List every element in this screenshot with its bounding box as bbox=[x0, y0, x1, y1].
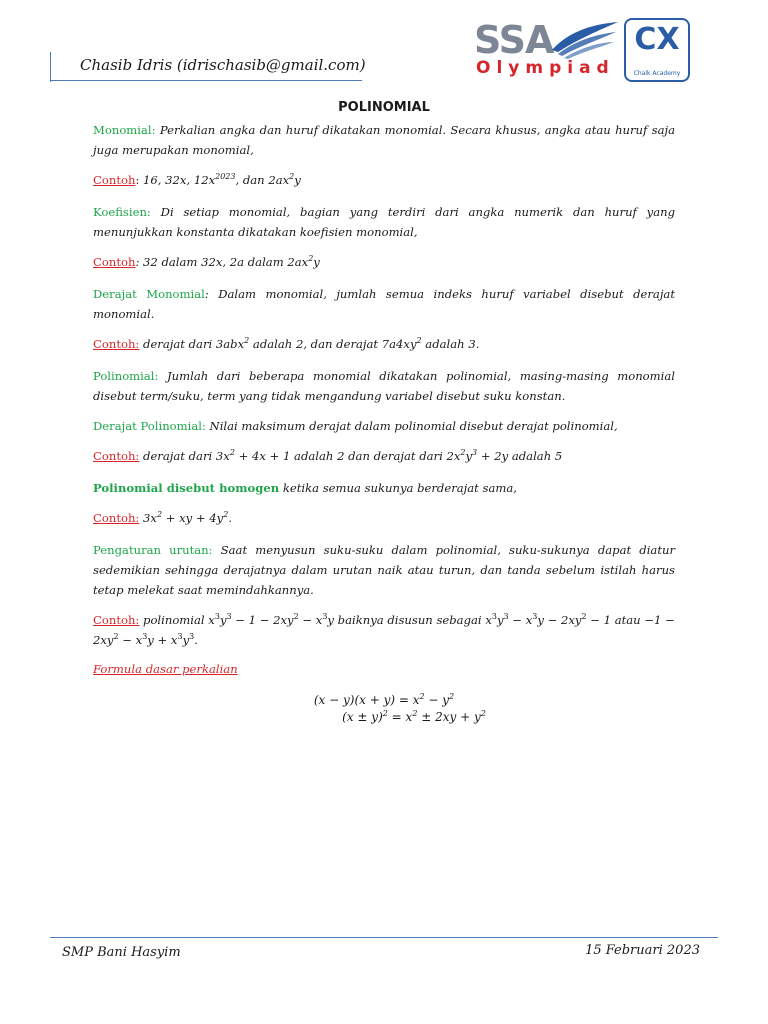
math-expr: y baiknya disusun sebagai x bbox=[327, 613, 492, 627]
math-sup: 3 bbox=[322, 612, 328, 621]
math-sup: 3 bbox=[226, 612, 232, 621]
math-expr: y + x bbox=[147, 633, 178, 647]
math-sup: 3 bbox=[472, 448, 478, 457]
derajat-polinomial-example bbox=[93, 446, 675, 466]
term-polinomial: Polinomial: bbox=[93, 369, 159, 383]
example-label: Contoh: bbox=[93, 613, 140, 627]
footer-rule bbox=[50, 937, 718, 938]
polinomial-definition bbox=[93, 366, 675, 406]
example-label: Contoh bbox=[93, 173, 136, 187]
math-sup: 2 bbox=[416, 336, 422, 345]
monomial-example bbox=[93, 170, 675, 190]
derajat-polinomial-definition bbox=[93, 416, 675, 436]
math-expr: y bbox=[294, 173, 301, 187]
formula-heading: Formula dasar perkalian bbox=[93, 662, 238, 676]
derajat-monomial-text: : Dalam monomial, jumlah semua indeks huruf variabel disebut derajat monomial. bbox=[93, 287, 675, 321]
example-label: Contoh: bbox=[93, 511, 140, 525]
ssa-olympiad-logo bbox=[472, 18, 692, 80]
math-expr: y bbox=[496, 613, 504, 627]
term-homogen: Polinomial disebut homogen bbox=[93, 481, 280, 495]
math-sup: 2 bbox=[293, 612, 299, 621]
koefisien-text: Di setiap monomial, bagian yang terdiri dari angka numerik dan huruf yang menunjukkan konstanta dikatakan koefisien monomial, bbox=[93, 205, 675, 239]
formula-line-1 bbox=[93, 692, 675, 709]
math-expr: − x bbox=[118, 633, 143, 647]
math-expr: − x bbox=[298, 613, 323, 627]
term-urutan: Pengaturan urutan: bbox=[93, 543, 213, 557]
page-title: POLINOMIAL bbox=[338, 100, 430, 115]
math-sup: 3 bbox=[532, 612, 538, 621]
math-sup: 2 bbox=[382, 709, 388, 718]
urutan-text: Saat menyusun suku-suku dalam polinomial, suku-sukunya dapat diatur sedemikian sehingga derajatnya dalam urutan naik atau turun, dan tanda sebelum istilah harus tetap melekat saat memindahkannya. bbox=[93, 543, 675, 597]
homogen-example bbox=[93, 508, 675, 528]
derajat-polinomial-text: Nilai maksimum derajat dalam polinomial disebut derajat polinomial, bbox=[205, 419, 618, 433]
math-sup: 2023 bbox=[215, 172, 236, 181]
term-koefisien: Koefisien: bbox=[93, 205, 151, 219]
math-sup: 3 bbox=[491, 612, 497, 621]
math-expr: + 2y adalah 5 bbox=[477, 449, 563, 463]
badge-text: Chalk Academy bbox=[633, 70, 681, 77]
math-sup: 2 bbox=[412, 709, 418, 718]
header-rule bbox=[50, 80, 362, 81]
example-colon: : bbox=[135, 173, 144, 187]
math-expr: y − 2xy bbox=[537, 613, 582, 627]
math-expr: + xy + 4y bbox=[162, 511, 224, 525]
math-expr: adalah 3. bbox=[421, 337, 480, 351]
header-author: Chasib Idris (idrischasib@gmail.com) bbox=[80, 56, 366, 74]
polinomial-text: Jumlah dari beberapa monomial dikatakan polinomial, masing-masing monomial disebut term/suku, term yang tidak mengandung variabel disebut suku konstan. bbox=[93, 369, 675, 403]
math-expr: y bbox=[313, 255, 320, 269]
header-left-border bbox=[50, 52, 51, 82]
math-sup: 3 bbox=[503, 612, 509, 621]
math-sup: 3 bbox=[214, 612, 220, 621]
homogen-definition bbox=[93, 478, 675, 498]
math-sup: 2 bbox=[156, 510, 163, 519]
math-sup: 2 bbox=[244, 336, 250, 345]
logo-main-text: SSA bbox=[474, 18, 554, 62]
math-expr: (x − y)(x + y) = x bbox=[313, 693, 420, 707]
math-expr: ± 2xy + y bbox=[417, 710, 481, 724]
math-expr: . bbox=[228, 511, 233, 525]
math-sup: 2 bbox=[449, 692, 455, 701]
math-expr: − y bbox=[424, 693, 450, 707]
math-sup: 2 bbox=[289, 172, 295, 181]
example-label: Contoh bbox=[93, 255, 136, 269]
koefisien-example bbox=[93, 252, 675, 272]
math-expr: y bbox=[465, 449, 473, 463]
math-expr: − 1 − 2xy bbox=[231, 613, 294, 627]
example-label: Contoh: bbox=[93, 337, 140, 351]
example-label: Contoh: bbox=[93, 449, 140, 463]
urutan-example bbox=[93, 610, 675, 650]
derajat-monomial-example bbox=[93, 334, 675, 354]
term-monomial: Monomial: bbox=[93, 123, 156, 137]
math-sup: 3 bbox=[177, 632, 183, 641]
math-expr: − 1 atau −1 − 2xy bbox=[93, 613, 675, 647]
footer-school: SMP Bani Hasyim bbox=[62, 945, 181, 960]
badge-mark: CX bbox=[634, 22, 680, 57]
math-expr: derajat dari 3abx bbox=[139, 337, 245, 351]
math-expr: : 32 dalam 32x, 2a dalam 2ax bbox=[135, 255, 309, 269]
math-sup: 2 bbox=[229, 448, 235, 457]
math-expr: 16, 32x, 12x bbox=[143, 173, 216, 187]
logo-sub-text: Olympiad bbox=[476, 58, 615, 78]
math-expr: y bbox=[182, 633, 190, 647]
math-sup: 3 bbox=[142, 632, 148, 641]
math-expr: adalah 2, dan derajat 7a4xy bbox=[249, 337, 417, 351]
wing-icon bbox=[550, 20, 620, 60]
math-expr: polinomial x bbox=[139, 613, 215, 627]
term-derajat-monomial: Derajat Monomial bbox=[93, 287, 205, 301]
math-sup: 2 bbox=[419, 692, 425, 701]
math-expr: − x bbox=[508, 613, 533, 627]
math-sup: 2 bbox=[308, 254, 314, 263]
formula-line-2 bbox=[93, 709, 675, 726]
math-expr: , dan 2ax bbox=[235, 173, 290, 187]
math-expr: (x ± y) bbox=[342, 710, 383, 724]
math-sup: 2 bbox=[223, 510, 229, 519]
footer-date: 15 Februari 2023 bbox=[585, 943, 700, 958]
math-expr: + 4x + 1 adalah 2 dan derajat dari 2x bbox=[234, 449, 461, 463]
document-body bbox=[93, 120, 675, 726]
homogen-text: ketika semua sukunya berderajat sama, bbox=[279, 481, 517, 495]
math-sup: 2 bbox=[113, 632, 119, 641]
koefisien-definition bbox=[93, 202, 675, 242]
math-expr: derajat dari 3x bbox=[139, 449, 230, 463]
math-sup: 3 bbox=[189, 632, 195, 641]
derajat-monomial-definition bbox=[93, 284, 675, 324]
math-expr: = x bbox=[387, 710, 413, 724]
term-derajat-polinomial: Derajat Polinomial: bbox=[93, 419, 206, 433]
monomial-text: Perkalian angka dan huruf dikatakan monomial. Secara khusus, angka atau huruf saja juga merupakan monomial, bbox=[93, 123, 675, 157]
urutan-definition bbox=[93, 540, 675, 600]
chalk-academy-badge bbox=[624, 18, 690, 82]
math-sup: 2 bbox=[460, 448, 466, 457]
math-sup: 2 bbox=[581, 612, 587, 621]
math-expr: 3x bbox=[139, 511, 157, 525]
math-expr: y bbox=[219, 613, 227, 627]
math-sup: 2 bbox=[480, 709, 486, 718]
monomial-definition bbox=[93, 120, 675, 160]
math-expr: . bbox=[194, 633, 198, 647]
